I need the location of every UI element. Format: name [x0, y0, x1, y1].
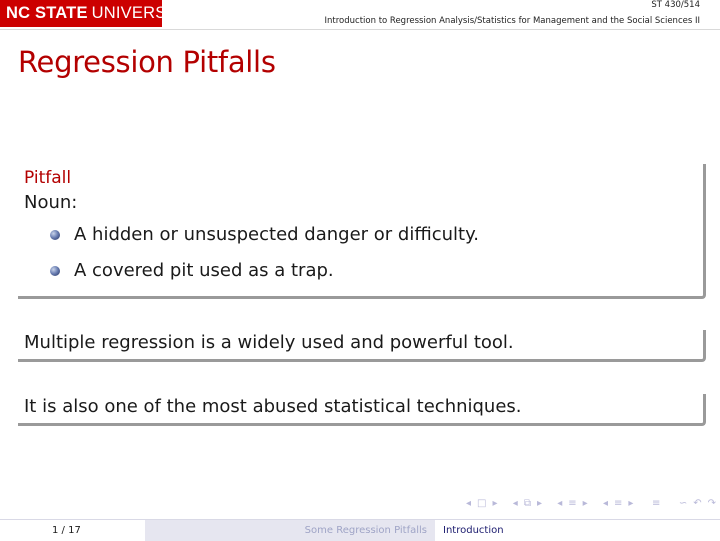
nav-doc-icon[interactable]: ≡ — [614, 497, 623, 509]
course-code: ST 430/514 — [651, 0, 700, 10]
footer-subsection — [435, 520, 720, 541]
subsection-name[interactable]: Introduction — [443, 525, 504, 536]
part-of-speech: Noun: — [24, 192, 78, 213]
course-title: Introduction to Regression Analysis/Statistics for Management and the Social Sciences II — [324, 16, 700, 26]
statement-text: It is also one of the most abused statistical techniques. — [24, 396, 522, 417]
nav-prev-subsection-icon[interactable]: ◂ — [512, 497, 518, 509]
statement-text: Multiple regression is a widely used and powerful tool. — [24, 332, 514, 353]
section-name[interactable]: Some Regression Pitfalls — [304, 525, 427, 536]
header-divider — [0, 29, 720, 30]
list-item — [50, 217, 703, 253]
nav-prev-doc-icon[interactable]: ◂ — [602, 497, 608, 509]
nav-prev-frame-icon[interactable]: ◂ — [466, 497, 472, 509]
footer-section — [145, 520, 435, 541]
nav-prev-section-icon[interactable]: ◂ — [557, 497, 563, 509]
bullet-icon — [50, 230, 60, 240]
navigation-controls — [466, 496, 716, 510]
statement-block — [18, 394, 706, 426]
definition-block — [18, 164, 706, 299]
list-item — [50, 253, 703, 289]
nav-back-icon[interactable]: ↶ — [693, 497, 702, 509]
definition-block-title: Pitfall — [24, 168, 72, 188]
nav-next-frame-icon[interactable]: ▸ — [492, 497, 498, 509]
footer — [0, 520, 720, 541]
bullet-icon — [50, 266, 60, 276]
nav-subsection-icon[interactable]: ⧉ — [523, 497, 531, 509]
nav-forward-icon[interactable]: ↷ — [707, 497, 717, 509]
university-logo — [0, 0, 193, 27]
footer-page-number — [0, 520, 145, 541]
definition-block-body — [18, 189, 703, 289]
nav-next-doc-icon[interactable]: ▸ — [628, 497, 634, 509]
nav-section-icon[interactable]: ≡ — [568, 497, 577, 509]
page-number: 1 / 17 — [52, 525, 81, 536]
nav-next-section-icon[interactable]: ▸ — [582, 497, 588, 509]
page-title: Regression Pitfalls — [18, 45, 276, 79]
meaning-text: A hidden or unsuspected danger or difficulty. — [74, 224, 479, 245]
logo-nc-state: NC STATE — [6, 4, 88, 22]
nav-frame-icon[interactable]: □ — [477, 497, 487, 509]
logo-university: UNIVERSITY — [91, 4, 193, 22]
nav-search-icon[interactable]: ∽ — [678, 497, 688, 509]
meaning-list — [50, 217, 703, 289]
nav-appendix-icon[interactable]: ≡ — [651, 497, 661, 509]
nav-next-subsection-icon[interactable]: ▸ — [536, 497, 542, 509]
meaning-text: A covered pit used as a trap. — [74, 260, 334, 281]
statement-block — [18, 330, 706, 362]
